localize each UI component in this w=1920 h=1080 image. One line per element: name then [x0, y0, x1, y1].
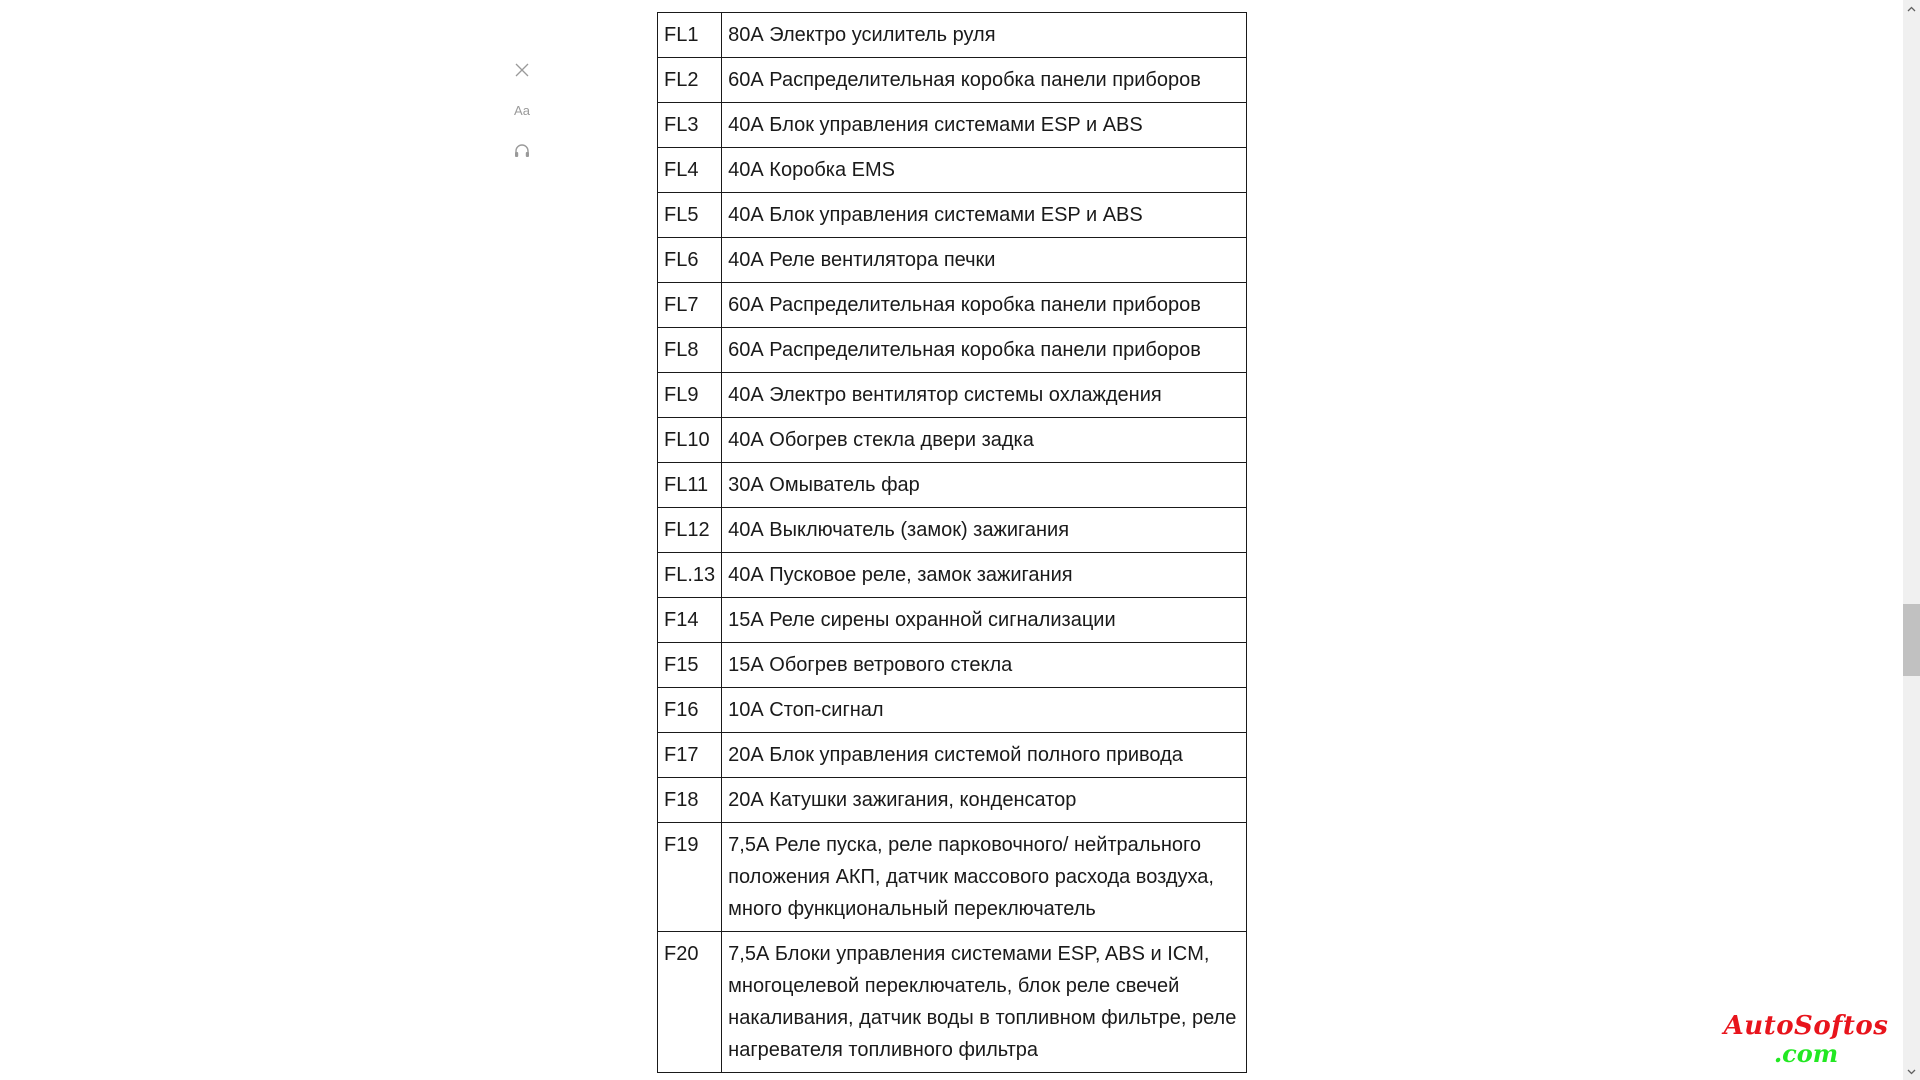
fuse-description-cell: 40А Реле вентилятора печки	[722, 238, 1247, 283]
watermark-logo	[1712, 1012, 1900, 1068]
chevron-down-icon	[1907, 1067, 1916, 1077]
fuse-description-cell: 15А Обогрев ветрового стекла	[722, 643, 1247, 688]
scroll-down-button[interactable]	[1903, 1063, 1920, 1080]
fuse-description-cell: 60А Распределительная коробка панели приборов	[722, 328, 1247, 373]
text-size-icon: Aa	[514, 102, 530, 118]
table-row	[658, 13, 1247, 58]
fuse-description-cell: 30А Омыватель фар	[722, 463, 1247, 508]
vertical-scrollbar[interactable]	[1903, 0, 1920, 1080]
fuse-description-cell: 10А Стоп-сигнал	[722, 688, 1247, 733]
fuse-code-cell: FL4	[658, 148, 722, 193]
table-row	[658, 373, 1247, 418]
fuse-code-cell: FL3	[658, 103, 722, 148]
watermark-main: AutoSoftos	[1723, 1011, 1889, 1041]
table-row	[658, 193, 1247, 238]
close-reader-button[interactable]	[508, 56, 536, 84]
table-row	[658, 328, 1247, 373]
table-row	[658, 778, 1247, 823]
text-size-button[interactable]	[508, 96, 536, 124]
fuse-description-cell: 20А Катушки зажигания, конденсатор	[722, 778, 1247, 823]
fuse-description-cell: 40А Блок управления системами ESP и ABS	[722, 193, 1247, 238]
fuse-code-cell: FL9	[658, 373, 722, 418]
scroll-thumb[interactable]	[1903, 604, 1920, 676]
fuse-code-cell: F20	[658, 932, 722, 1073]
fuse-code-cell: F16	[658, 688, 722, 733]
table-row	[658, 103, 1247, 148]
fuse-code-cell: F15	[658, 643, 722, 688]
fuse-code-cell: FL7	[658, 283, 722, 328]
fuse-code-cell: FL12	[658, 508, 722, 553]
table-row	[658, 283, 1247, 328]
table-row	[658, 688, 1247, 733]
fuse-code-cell: FL10	[658, 418, 722, 463]
fuse-code-cell: F18	[658, 778, 722, 823]
fuse-description-cell: 40А Блок управления системами ESP и ABS	[722, 103, 1247, 148]
fuse-description-cell: 60А Распределительная коробка панели приборов	[722, 58, 1247, 103]
fuse-description-cell: 40А Электро вентилятор системы охлаждения	[722, 373, 1247, 418]
fuse-code-cell: F19	[658, 823, 722, 932]
fuse-description-cell: 20А Блок управления системой полного привода	[722, 733, 1247, 778]
fuse-description-cell: 40А Пусковое реле, замок зажигания	[722, 553, 1247, 598]
fuse-code-cell: FL.13	[658, 553, 722, 598]
fuse-code-cell: FL5	[658, 193, 722, 238]
headphones-icon	[514, 143, 530, 158]
table-row	[658, 598, 1247, 643]
table-row	[658, 643, 1247, 688]
fuse-code-cell: F17	[658, 733, 722, 778]
fuse-description-cell: 60А Распределительная коробка панели приборов	[722, 283, 1247, 328]
table-row	[658, 148, 1247, 193]
fuse-description-cell: 40А Коробка EMS	[722, 148, 1247, 193]
chevron-up-icon	[1907, 4, 1916, 14]
table-row	[658, 553, 1247, 598]
fuse-description-cell: 80А Электро усилитель руля	[722, 13, 1247, 58]
fuse-code-cell: F14	[658, 598, 722, 643]
fuse-code-cell: FL6	[658, 238, 722, 283]
table-row	[658, 463, 1247, 508]
table-row	[658, 418, 1247, 463]
table-row	[658, 823, 1247, 932]
fuse-code-cell: FL2	[658, 58, 722, 103]
table-row	[658, 58, 1247, 103]
table-row	[658, 932, 1247, 1073]
fuse-description-cell: 40А Обогрев стекла двери задка	[722, 418, 1247, 463]
fuse-code-cell: FL8	[658, 328, 722, 373]
fuse-description-cell: 15А Реле сирены охранной сигнализации	[722, 598, 1247, 643]
fuse-description-cell: 7,5А Реле пуска, реле парковочного/ нейтрального положения АКП, датчик массового расхода воздуха, много функциональный переключатель	[722, 823, 1247, 932]
table-row	[658, 508, 1247, 553]
fuse-description-cell: 40А Выключатель (замок) зажигания	[722, 508, 1247, 553]
fuse-code-cell: FL1	[658, 13, 722, 58]
watermark-sub: .com	[1773, 1039, 1839, 1068]
close-icon	[515, 63, 529, 77]
read-aloud-button[interactable]	[508, 136, 536, 164]
table-row	[658, 238, 1247, 283]
fuse-description-cell: 7,5А Блоки управления системами ESP, ABS и ICM, многоцелевой переключатель, блок реле свечей накаливания, датчик воды в топливном фильтре, реле нагревателя топливного фильтра	[722, 932, 1247, 1073]
fuse-table	[657, 12, 1247, 1073]
table-row	[658, 733, 1247, 778]
fuse-code-cell: FL11	[658, 463, 722, 508]
scroll-up-button[interactable]	[1903, 0, 1920, 17]
reader-toolbar	[508, 56, 536, 176]
